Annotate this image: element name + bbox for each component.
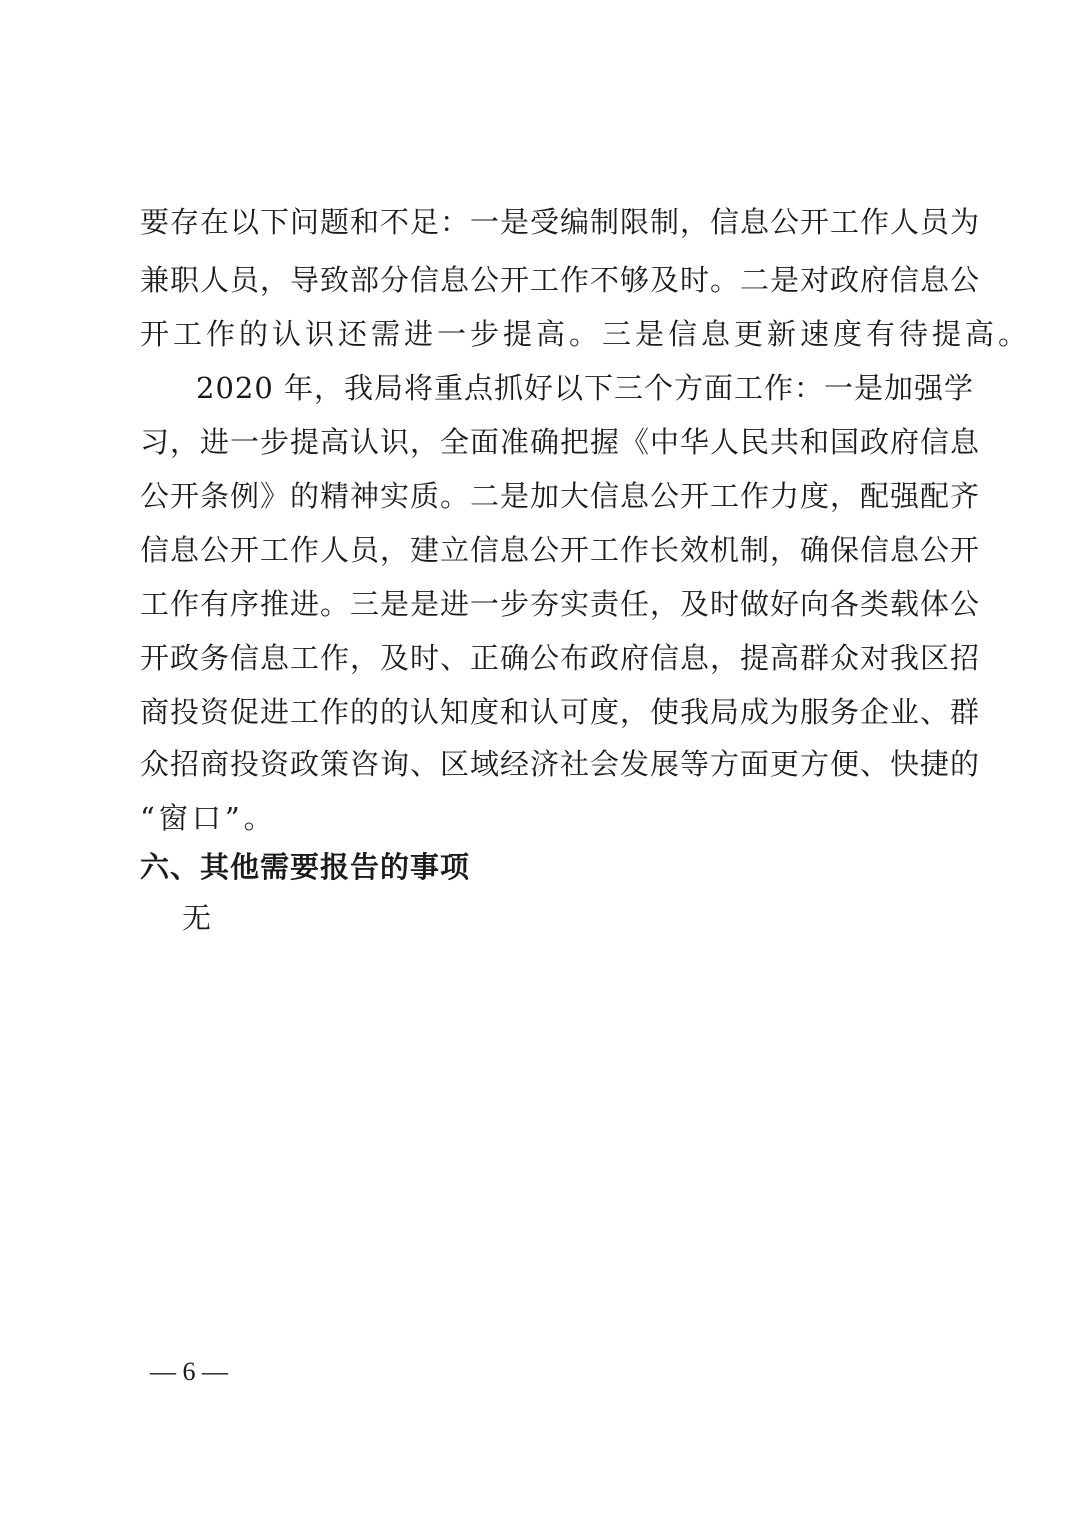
paragraph-line: 2020 年，我局将重点抓好以下三个方面工作：一是加强学 [196,371,975,405]
paragraph-line: 习，进一步提高认识，全面准确把握《中华人民共和国政府信息 [140,425,981,459]
paragraph-line: 开政务信息工作，及时、正确公布政府信息，提高群众对我区招 [140,641,981,675]
paragraph-line: 工作有序推进。三是是进一步夯实责任，及时做好向各类载体公 [140,587,981,621]
section-heading: 六、其他需要报告的事项 [140,850,471,884]
paragraph-line: 开工作的认识还需进一步提高。三是信息更新速度有待提高。 [140,317,1032,351]
paragraph-line: 商投资促进工作的的认知度和认可度，使我局成为服务企业、群 [140,695,981,729]
paragraph-line: 众招商投资政策咨询、区域经济社会发展等方面更方便、快捷的 [140,747,981,781]
paragraph-line: 兼职人员，导致部分信息公开工作不够及时。二是对政府信息公 [140,263,981,297]
paragraph-line: 公开条例》的精神实质。二是加大信息公开工作力度，配强配齐 [140,479,981,513]
section-body: 无 [182,901,212,935]
paragraph-line: “窗口”。 [140,801,277,835]
page-number: — 6 — [150,1357,228,1386]
paragraph-line: 信息公开工作人员，建立信息公开工作长效机制，确保信息公开 [140,533,981,567]
paragraph-line: 要存在以下问题和不足：一是受编制限制，信息公开工作人员为 [140,205,981,239]
